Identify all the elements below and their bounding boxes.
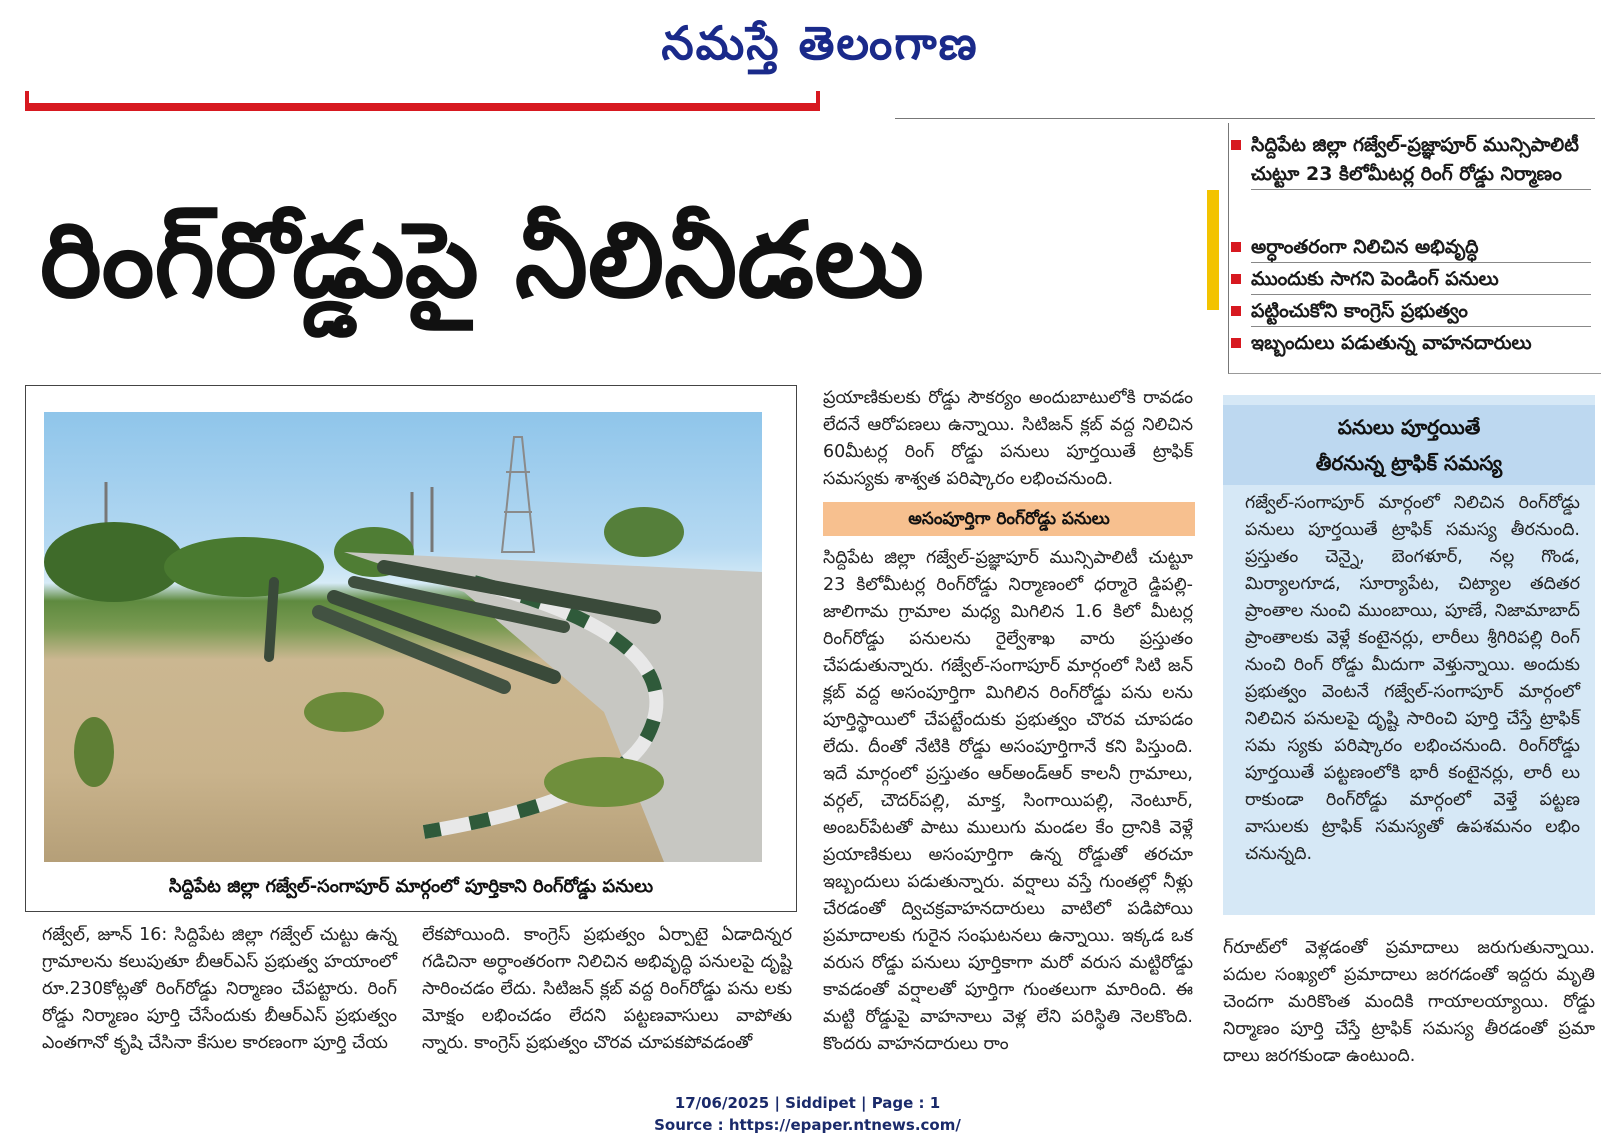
highlight-item bbox=[1251, 131, 1591, 190]
highlight-text: సిద్దిపేట జిల్లా గజ్వేల్‌-ప్రజ్ఞాపూర్‌ మున్సిపాలిటీ చుట్టూ 23 కిలోమీటర్ల రింగ్‌ రోడ్డు నిర్మాణం bbox=[1251, 134, 1579, 185]
article-column-3-body bbox=[823, 545, 1193, 1058]
highlight-item bbox=[1251, 297, 1591, 327]
sidebar-text: గజ్వేల్‌-సంగాపూర్‌ మార్గంలో నిలిచిన రింగ్‌రోడ్డు పనులు పూర్తయితే ట్రాఫిక్‌ సమస్య తీరనుంది. ప్రస్తుతం చెన్నై, బెంగళూర్‌, నల్ల గొండ, మిర్యాలగూడ, సూర్యాపేట, చిట్యాల తదితర ప్రాంతాల నుంచి ముంబాయి, పూణే, నిజామాబాద్‌ ప్రాంతాలకు వెళ్లే కంటైనర్లు, లారీలు శ్రీగిరిపల్లి రింగ్‌ నుంచి రింగ్‌ రోడ్డు మీదుగా వెళ్తున్నాయి. అందుకు ప్రభుత్వం వెంటనే గజ్వేల్‌-సంగాపూర్‌ మార్గంలో నిలిచిన పనులపై దృష్టి సారించి పూర్తి చేస్తే ట్రాఫిక్‌ సమ స్యకు పరిష్కారం లభించనుంది. రింగ్‌రోడ్డు పూర్తయితే పట్టణంలోకి భారీ కంటైనర్లు, లారీ లు రాకుండా రింగ్‌రోడ్డు మార్గంలో వెళ్తే పట్టణ వాసులకు ట్రాఫిక్‌ సమస్యతో ఉపశమనం లభిం చనున్నది. bbox=[1245, 493, 1580, 864]
newspaper-masthead: నమస్తే తెలంగాణ bbox=[661, 16, 979, 70]
photo-frame bbox=[25, 385, 797, 912]
article-paragraph: లేకపోయింది. కాంగ్రెస్‌ ప్రభుత్వం ఏర్పాటై ఏడాదిన్నర గడిచినా అర్ధాంతరంగా నిలిచిన అభివృద్ధి పనులపై దృష్టి సారించడం లేదు. సిటిజన్‌ క్లబ్‌ వద్ద రింగ్‌రోడ్డు పను లకు మోక్షం లభించడం లేదని పట్టణవాసులు వాపోతు న్నారు. కాంగ్రెస్‌ ప్రభుత్వం చొరవ చూపకపోవడంతో bbox=[422, 925, 792, 1053]
article-subheading: అసంపూర్తిగా రింగ్‌రోడ్డు పనులు bbox=[823, 502, 1195, 536]
highlights-box bbox=[1228, 123, 1601, 374]
article-paragraph: గజ్వేల్‌, జూన్‌ 16: సిద్దిపేట జిల్లా గజ్వేల్‌ చుట్టు ఉన్న గ్రామాలను కలుపుతూ బీఆర్‌ఎస్‌ ప్రభుత్వ హయాంలో రూ.230కోట్లతో రింగ్‌రోడ్డు నిర్మాణం చేపట్టారు. రింగ్‌ రోడ్డు నిర్మాణం పూర్తి చేసేందుకు బీఆర్‌ఎస్‌ ప్రభుత్వం ఎంతగానో కృషి చేసినా కేసుల కారణంగా పూర్తి చేయ bbox=[42, 925, 397, 1053]
article-paragraph: ప్రయాణికులకు రోడ్డు సౌకర్యం అందుబాటులోకి రావడం లేదనే ఆరోపణలు ఉన్నాయి. సిటిజన్‌ క్లబ్‌ వద్ద నిలిచిన 60మీటర్ల రింగ్‌ రోడ్డు పనులు పూర్తయితే ట్రాఫిక్‌ సమస్యకు శాశ్వత పరిష్కారం లభించనుంది. bbox=[823, 388, 1193, 489]
article-paragraph: గ్‌రూట్‌లో వెళ్లడంతో ప్రమాదాలు జరుగుతున్నాయి. పదుల సంఖ్యలో ప్రమాదాలు జరగడంతో ఇద్దరు మృతి చెందగా మరికొంత మందికి గాయాలయ్యాయి. రోడ్డు నిర్మాణం పూర్తి చేస్తే ట్రాఫిక్‌ సమస్య తీరడంతో ప్రమా దాలు జరగకుండా ఉంటుంది. bbox=[1223, 938, 1595, 1066]
article-paragraph: సిద్దిపేట జిల్లా గజ్వేల్‌-ప్రజ్ఞాపూర్‌ మున్సిపాలిటీ చుట్టూ 23 కిలోమీటర్ల రింగ్‌రోడ్డు నిర్మాణంలో ధర్మారె డ్డిపల్లి-జాలిగామ గ్రామాల మధ్య మిగిలిన 1.6 కిలో మీటర్ల రింగ్‌రోడ్డు పనులను రైల్వేశాఖ వారు ప్రస్తుతం చేపడుతున్నారు. గజ్వేల్‌-సంగాపూర్‌ మార్గంలో సిటి జన్‌ క్లబ్‌ వద్ద అసంపూర్తిగా మిగిలిన రింగ్‌రోడ్డు పను లను పూర్తిస్థాయిలో చేపట్టేందుకు ప్రభుత్వం చొరవ చూపడం లేదు. దీంతో నేటికి రోడ్డు అసంపూర్తిగానే కని పిస్తుంది. ఇదే మార్గంలో ప్రస్తుతం ఆర్‌అండ్‌ఆర్‌ కాలనీ గ్రామాలు, వర్గల్‌, చౌదర్‌పల్లి, మాక్త, సింగాయిపల్లి, నెంటూర్‌, అంబర్‌పేటతో పాటు ములుగు మండల కేం ద్రానికి వెళ్లే ప్రయాణికులు అసంపూర్తిగా ఉన్న రోడ్డుతో తరచూ ఇబ్బందులు పడుతున్నారు. వర్షాలు వస్తే గుంతల్లో నీళ్లు చేరడంతో ద్విచక్రవాహనదారులు వాటిలో పడిపోయి ప్రమాదాలకు గురైన సంఘటనలు ఉన్నాయి. ఇక్కడ ఒక వరుస రోడ్డు పనులు పూర్తికాగా మరో వరుస మట్టిరోడ్డు కావడంతో వర్షాలతో పూర్తిగా గుంతలుగా మారింది. ఈ మట్టి రోడ్డుపై వాహనాలు వెళ్ల లేని పరిస్థితి నెలకొంది. కొందరు వాహనదారులు రాం bbox=[823, 548, 1193, 1054]
highlight-text: ఇబ్బందులు పడుతున్న వాహనదారులు bbox=[1251, 332, 1532, 354]
main-headline: రింగ్‌రోడ్డుపై నీలినీడలు bbox=[40, 199, 924, 321]
sidebar-box bbox=[1223, 395, 1595, 915]
sidebar-title bbox=[1223, 405, 1595, 485]
highlight-item bbox=[1251, 265, 1591, 295]
sidebar-title-line: తీరనున్న ట్రాఫిక్‌ సమస్య bbox=[1315, 451, 1503, 475]
footer-source-link[interactable]: Source : https://epaper.ntnews.com/ bbox=[654, 1116, 961, 1134]
red-square-bullet-icon bbox=[1231, 140, 1241, 150]
sidebar-title-line: పనులు పూర్తయితే bbox=[1337, 415, 1481, 439]
highlight-text: అర్ధాంతరంగా నిలిచిన అభివృద్ధి bbox=[1251, 236, 1479, 258]
highlight-item bbox=[1251, 233, 1591, 263]
highlight-text: ముందుకు సాగని పెండింగ్‌ పనులు bbox=[1251, 268, 1499, 290]
red-square-bullet-icon bbox=[1231, 306, 1241, 316]
headline-accent-bar bbox=[1207, 190, 1219, 310]
header-divider bbox=[895, 118, 1595, 119]
photo-caption: సిద్దిపేట జిల్లా గజ్వేల్‌-సంగాపూర్‌ మార్గంలో పూర్తికాని రింగ్‌రోడ్డు పనులు bbox=[168, 876, 654, 897]
red-square-bullet-icon bbox=[1231, 274, 1241, 284]
red-square-bullet-icon bbox=[1231, 242, 1241, 252]
masthead-red-rule bbox=[25, 103, 820, 111]
article-column-1 bbox=[42, 922, 397, 1057]
article-column-4 bbox=[1223, 935, 1595, 1070]
red-square-bullet-icon bbox=[1231, 338, 1241, 348]
ring-road-photo bbox=[44, 412, 762, 862]
article-column-2 bbox=[422, 922, 792, 1057]
highlight-item bbox=[1251, 329, 1591, 358]
article-column-3-top bbox=[823, 385, 1193, 493]
highlight-text: పట్టించుకోని కాంగ్రెస్‌ ప్రభుత్వం bbox=[1251, 300, 1468, 322]
footer-date-edition: 17/06/2025 | Siddipet | Page : 1 bbox=[674, 1094, 941, 1112]
page-footer bbox=[0, 1092, 1615, 1136]
road-pipes-illustration bbox=[44, 412, 762, 862]
